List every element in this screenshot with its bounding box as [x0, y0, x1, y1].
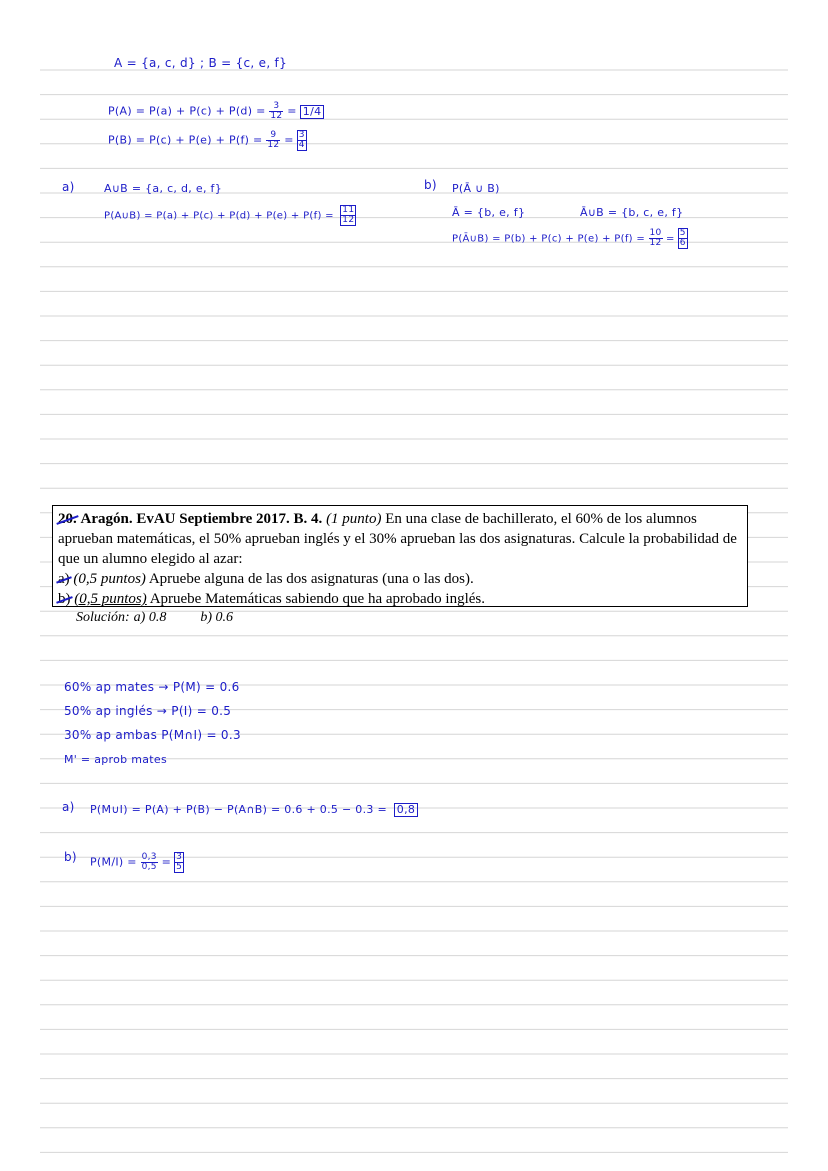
problem-number: 20.	[58, 511, 77, 527]
prob-a-result: 1/4	[300, 105, 325, 119]
prob-b-line: P(B) = P(c) + P(e) + P(f) = $\frac{9}{12}$ = $\frac{3}{4}$	[108, 130, 305, 150]
problem-a-text: Apruebe alguna de las dos asignaturas (una o las dos).	[148, 571, 474, 587]
problem-heading: Aragón. EvAU Septiembre 2017. B. 4.	[80, 511, 323, 527]
part-b-label-top: b)	[424, 178, 437, 192]
problem-statement-box	[52, 505, 748, 607]
solution-label: Solución:	[76, 610, 130, 625]
part-b-answer: $\frac{3}{5}$	[176, 852, 183, 872]
part-a-equation: P(M∪I) = P(A) + P(B) − P(A∩B) = 0.6 + 0.5 − 0.3 = 0,8	[90, 803, 418, 817]
given-line-2: 50% ap inglés → P(I) = 0.5	[64, 704, 232, 718]
part-b-abar-union: Ā∪B = {b, c, e, f}	[580, 206, 684, 219]
part-b-result: $\frac{5}{6}$	[679, 228, 686, 248]
problem-points: (1 punto)	[326, 511, 382, 527]
given-line-3: 30% ap ambas P(M∩I) = 0.3	[64, 728, 241, 742]
problem-b-points: (0,5 puntos)	[74, 591, 147, 607]
solution-a: a) 0.8	[133, 610, 167, 625]
part-a-label-top: a)	[62, 180, 75, 194]
sets-definition: A = {a, c, d} ; B = {c, e, f}	[114, 56, 288, 70]
part-a-result: $\frac{11}{12}$	[342, 205, 355, 225]
problem-text: En una clase de bachillerato, el 60% de los alumnos aprueban matemáticas, el 50% aprueban inglés y el 30% aprueban las dos asignaturas. Calcule la probabilidad de que un alumno elegido al azar:	[58, 511, 737, 567]
part-b-title: P(Ā ∪ B)	[452, 182, 500, 195]
part-b-label-bottom: b)	[64, 850, 77, 864]
part-a-prob: P(A∪B) = P(a) + P(c) + P(d) + P(e) + P(f) = $\frac{11}{12}$	[104, 205, 355, 225]
prob-a-fraction: $\frac{3}{12}$	[270, 101, 283, 121]
given-line-4: M' = aprob mates	[64, 753, 168, 766]
solution-b: b) 0.6	[200, 610, 233, 625]
part-b-equation: P(M/I) = $\frac{0,3}{0,5}$ = $\frac{3}{5}$	[90, 852, 183, 872]
prob-b-fraction: $\frac{9}{12}$	[267, 130, 280, 150]
given-line-1: 60% ap mates → P(M) = 0.6	[64, 680, 240, 694]
problem-a-label: a)	[58, 571, 70, 587]
part-a-label-bottom: a)	[62, 800, 75, 814]
part-b-prob: P(Ā∪B) = P(b) + P(c) + P(e) + P(f) = $\frac{10}{12}$ = $\frac{5}{6}$	[452, 228, 686, 248]
solution-line	[76, 610, 267, 626]
part-a-union: A∪B = {a, c, d, e, f}	[104, 182, 223, 195]
problem-b-text: Apruebe Matemáticas sabiendo que ha aprobado inglés.	[149, 591, 485, 607]
prob-b-result: $\frac{3}{4}$	[298, 130, 305, 150]
part-b-abar: Ā = {b, e, f}	[452, 206, 526, 219]
prob-a-line: P(A) = P(a) + P(c) + P(d) = $\frac{3}{12}$ = 1/4	[108, 102, 324, 121]
problem-b-label: b)	[58, 591, 71, 607]
problem-a-points: (0,5 puntos)	[73, 571, 146, 587]
part-a-answer: 0,8	[394, 803, 418, 817]
